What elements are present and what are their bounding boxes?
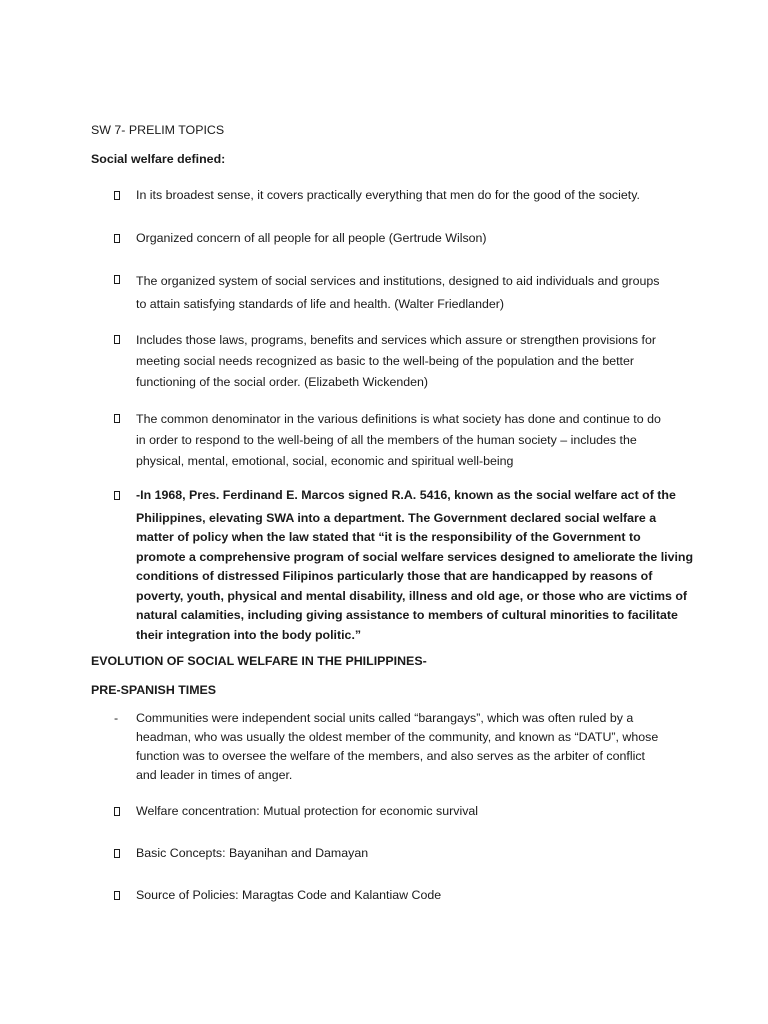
bullet-box-icon — [114, 270, 120, 291]
definition-item: In its broadest sense, it covers practically everything that men do for the good of the society. — [136, 188, 640, 202]
definition-item: The organized system of social services and institutions, designed to aid individuals and groups to attain satisfying standards of life and health. (Walter Friedlander) — [136, 274, 660, 311]
bullet-box-icon — [114, 844, 120, 865]
section-heading-prespanish: PRE-SPANISH TIMES — [91, 683, 217, 697]
bullet-box-icon — [114, 486, 120, 507]
prespanish-item: Source of Policies: Maragtas Code and Kalantiaw Code — [136, 888, 442, 902]
definition-item: The common denominator in the various definitions is what society has done and continue to do in order to respond to the well-being of all the members of the human society – includes the physical, mental, emotional, social, economic and spiritual well-being — [136, 412, 661, 468]
bullet-box-icon — [114, 330, 120, 351]
prespanish-description: Communities were independent social units called “barangays”, which was often ruled by a headman, who was usually the oldest member of the community, and known as “DATU”, whose function was to oversee the welfare of the members, and also serves as the arbiter of conflict and leader in times of anger. — [136, 711, 659, 782]
section-heading-evolution: EVOLUTION OF SOCIAL WELFARE IN THE PHILIPPINES- — [91, 654, 427, 668]
bullet-box-icon — [114, 802, 120, 823]
prespanish-item: Welfare concentration: Mutual protection for economic survival — [136, 804, 479, 818]
bullet-box-icon — [114, 886, 120, 907]
definition-item-ra5416: -In 1968, Pres. Ferdinand E. Marcos signed R.A. 5416, known as the social welfare act of the Philippines, elevating SWA into a department. The Government declared social welfare a matter of policy when the law stated that “it is the responsibility of the Government to promote a comprehensive program of social welfare services designed to ameliorate the living conditions of distressed Filipinos particularly those that are handicapped by reasons of poverty, youth, physical and mental disability, illness and old age, or those who are victims of natural calamities, including giving assistance to members of cultural minorities to facilitate their integration into the body politic.” — [136, 488, 694, 642]
bullet-box-icon — [114, 229, 120, 250]
dash-marker: - — [114, 711, 119, 725]
definition-item: Organized concern of all people for all people (Gertrude Wilson) — [136, 231, 487, 245]
section-heading-social-welfare: Social welfare defined: — [91, 152, 226, 166]
bullet-box-icon — [114, 186, 120, 207]
course-title: SW 7- PRELIM TOPICS — [91, 123, 225, 137]
bullet-box-icon — [114, 409, 120, 430]
definition-item: Includes those laws, programs, benefits and services which assure or strengthen provisions for meeting social needs recognized as basic to the well-being of the population and the better functioning of the social order. (Elizabeth Wickenden) — [136, 333, 656, 389]
prespanish-item: Basic Concepts: Bayanihan and Damayan — [136, 846, 369, 860]
